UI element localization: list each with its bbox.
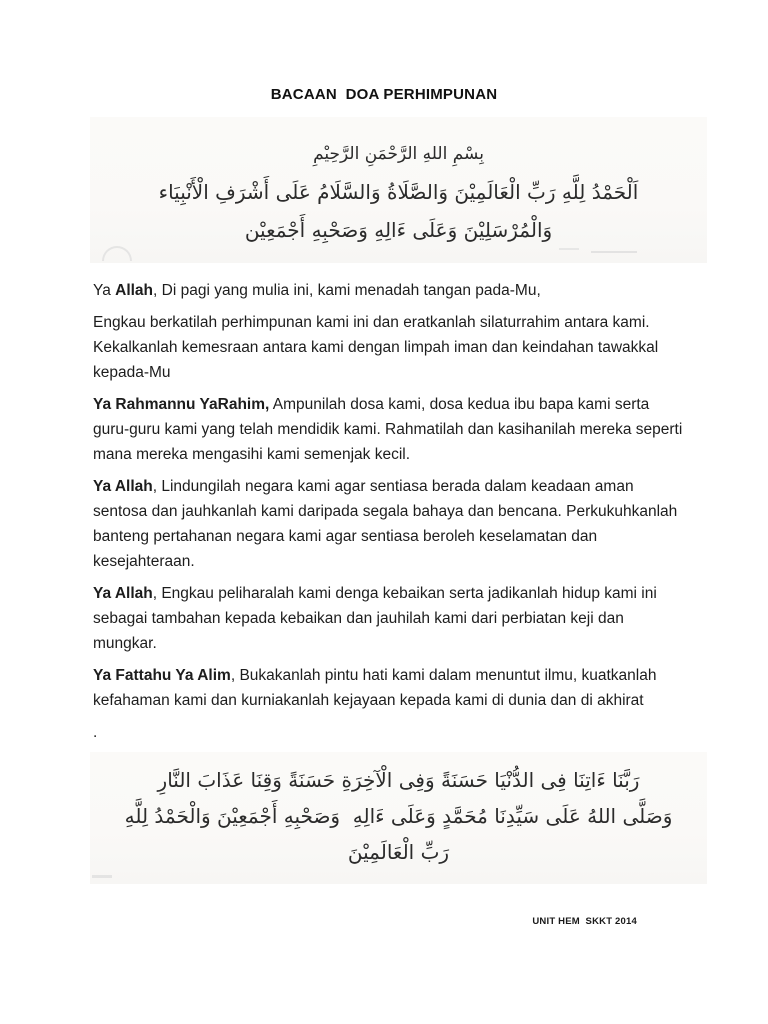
paragraph-text: , Engkau peliharalah kami denga kebaikan serta jadikanlah hidup kami ini sebagai tambahan kepada kebaikan dan jauhilah kami dari perbiatan keji dan mungkar. [93,585,662,652]
arabic-line-hamdalah: اَلْحَمْدُ لِلَّهِ رَبِّ الْعَالَمِيْنَ وَالصَّلَاةُ وَالسَّلَامُ عَلَى أَشْرَفِ الْأَنْبِيَاء [158,180,639,204]
paragraph-text: . [93,724,98,741]
scan-artifact-dash [591,251,637,253]
prayer-paragraph [93,310,685,385]
prayer-body [93,278,685,745]
prayer-paragraph [93,581,685,656]
arabic-line-rabbil-alamin: رَبِّ الْعَالَمِيْنَ [347,840,450,864]
prayer-paragraph [93,720,685,745]
scan-artifact-smudge [92,875,112,878]
scan-artifact-dash [559,248,579,250]
footer-credit: UNIT HEM SKKT 2014 [532,916,637,927]
arabic-line-rabbana-atina: رَبَّنَا ءَاتِنَا فِى الدُّنْيَا حَسَنَةً وَفِى الْآخِرَةِ حَسَنَةً وَقِنَا عَذَابَ النَّارِ [157,768,640,792]
paragraph-text: , Di pagi yang mulia ini, kami menadah tangan pada-Mu, [153,282,541,299]
arabic-scripture-image-top [90,117,707,263]
paragraph-text: , Bukakanlah pintu hati kami dalam menuntut ilmu, kuatkanlah kefahaman kami dan kurniakanlah kejayaan kepada kami di dunia dan di akhirat [93,667,661,709]
paragraph-lead-bold: Ya Allah [93,478,153,495]
arabic-scripture-image-bottom [90,752,707,884]
paragraph-lead-bold: Ya Rahmannu YaRahim, [93,396,270,413]
prayer-paragraph [93,278,685,303]
paragraph-text: Ampunilah dosa kami, dosa kedua ibu bapa kami serta guru-guru kami yang telah mendidik kami. Rahmatilah dan kasihanilah mereka seperti mana mereka mengasihi kami semenjak kecil. [93,396,687,463]
paragraph-text: Engkau berkatilah perhimpunan kami ini dan eratkanlah silaturrahim antara kami. Kekalkanlah kemesraan antara kami dengan limpah iman dan keindahan tawakkal kepada-Mu [93,314,667,381]
prayer-paragraph [93,663,685,713]
paragraph-text: , Lindungilah negara kami agar sentiasa berada dalam keadaan aman sentosa dan jauhkanlah kami daripada segala bahaya dan bencana. Perkukuhkanlah banteng pertahanan negara kami agar sentiasa beroleh keselamatan dan kesejahteraan. [93,478,682,570]
arabic-line-basmalah: بِسْمِ اللهِ الرَّحْمَنِ الرَّحِيْمِ [313,144,484,164]
paragraph-lead-bold: Ya Fattahu Ya Alim [93,667,231,684]
arabic-line-salla-allah: وَصَلَّى اللهُ عَلَى سَيِّدِنَا مُحَمَّدٍ وَعَلَى ءَالِهِ وَصَحْبِهِ أَجْمَعِيْنَ وَالْحَمْدُ لِلَّهِ [124,804,673,828]
arabic-line-salawat: وَالْمُرْسَلِيْنَ وَعَلَى ءَالِهِ وَصَحْبِهِ أَجْمَعِيْن [244,218,553,242]
page-title: BACAAN DOA PERHIMPUNAN [270,86,498,103]
prayer-paragraph [93,474,685,574]
paragraph-text: Ya [93,282,116,299]
paragraph-lead-bold: Ya Allah [93,585,153,602]
paragraph-lead-bold: Allah [115,282,154,299]
prayer-paragraph [93,392,685,467]
